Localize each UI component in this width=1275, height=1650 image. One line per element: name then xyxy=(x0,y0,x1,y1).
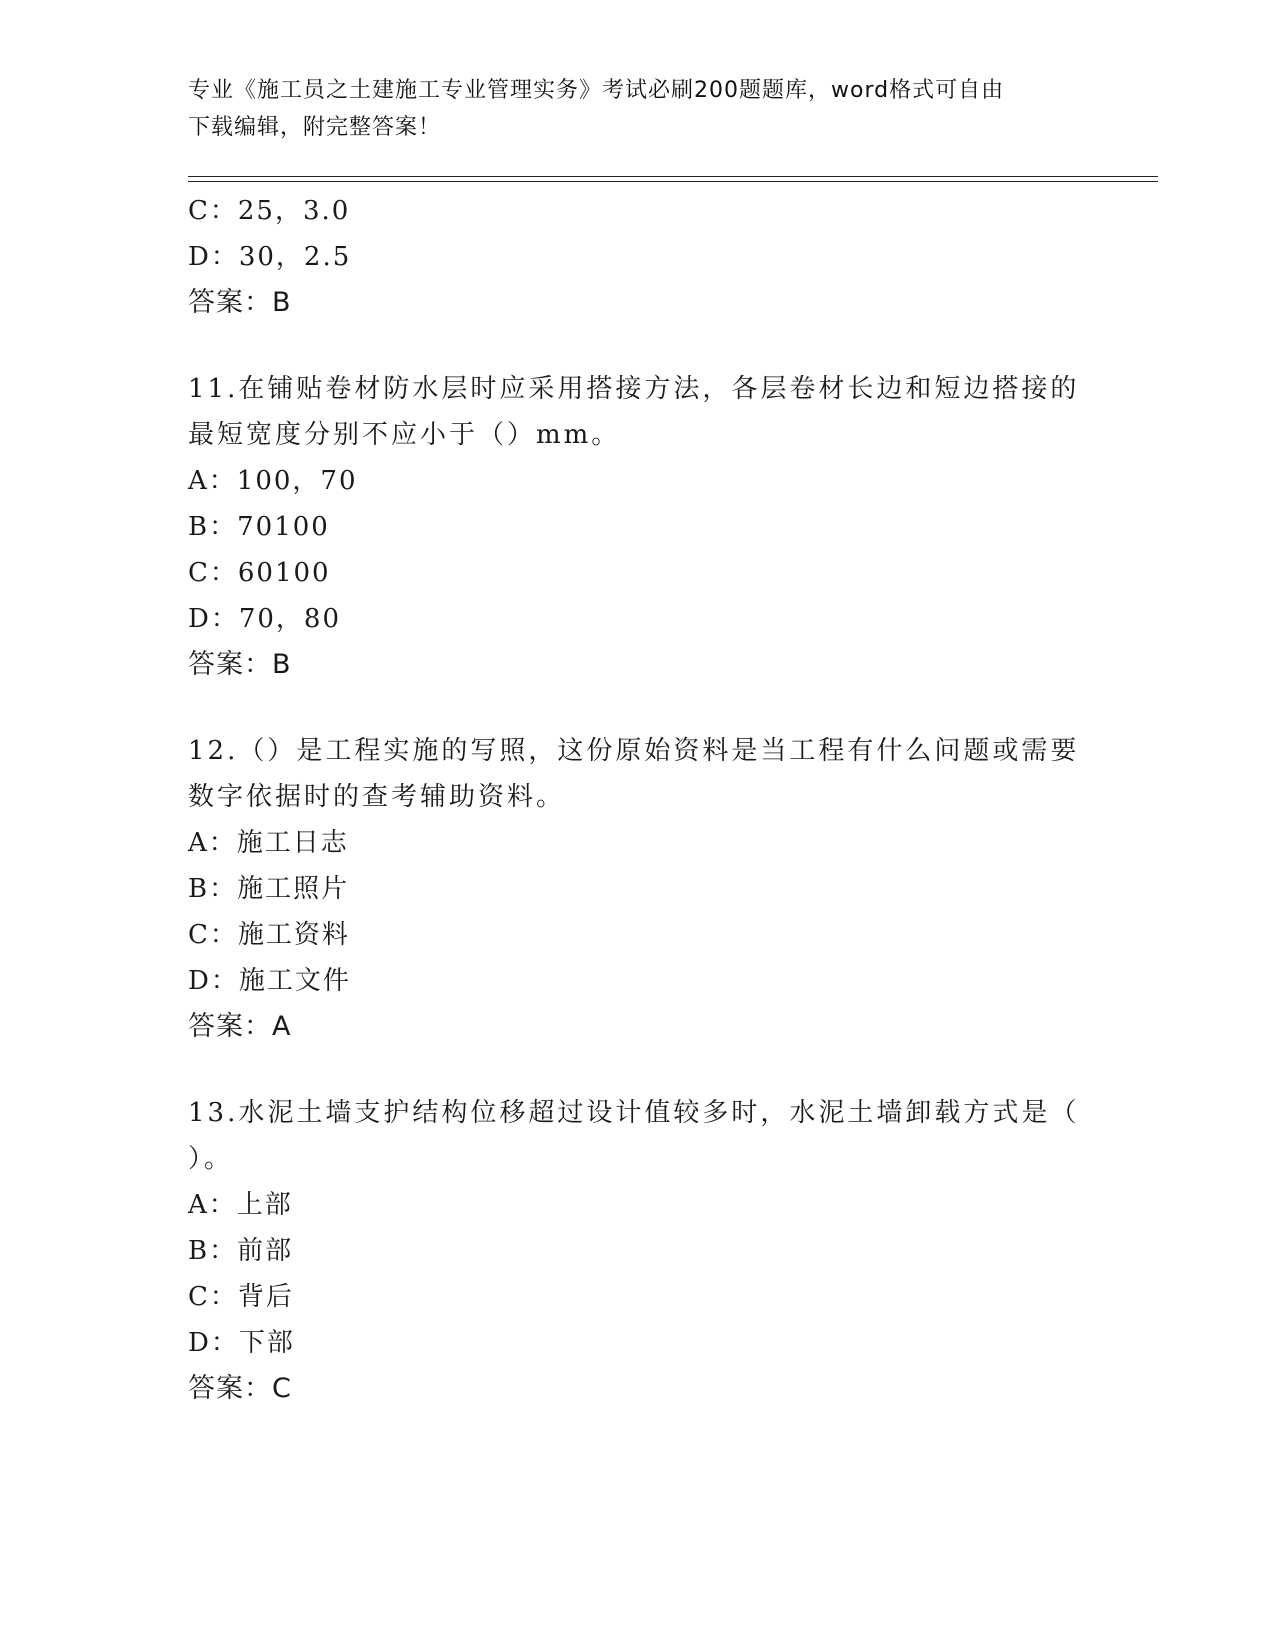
spacer xyxy=(188,688,1088,728)
q10-option-c: C：25，3.0 xyxy=(188,196,351,226)
q12-option-b: B：施工照片 xyxy=(188,874,350,904)
header-line-2: 下载编辑，附完整答案！ xyxy=(188,115,442,140)
header-line-1: 专业《施工员之土建施工专业管理实务》考试必刷200题题库，word格式可自由 xyxy=(188,78,1005,103)
q13-option-d: D：下部 xyxy=(188,1328,295,1358)
spacer xyxy=(188,326,1088,366)
q10-option-d: D：30，2.5 xyxy=(188,242,352,272)
spacer xyxy=(188,1050,1088,1090)
q13-answer: 答案：C xyxy=(188,1373,292,1404)
q11-option-b: B：70100 xyxy=(188,512,330,542)
question-10 xyxy=(188,188,1088,326)
question-13 xyxy=(188,1090,1088,1412)
q12-text-line-1: 12.（）是工程实施的写照，这份原始资料是当工程有什么问题或需要 xyxy=(188,736,1080,766)
q12-option-d: D：施工文件 xyxy=(188,966,351,996)
q12-answer: 答案：A xyxy=(188,1011,292,1042)
q11-option-a: A：100，70 xyxy=(188,466,358,496)
header-rule-top xyxy=(188,176,1158,177)
q12-text-line-2: 数字依据时的查考辅助资料。 xyxy=(188,782,566,812)
question-11 xyxy=(188,366,1088,688)
q11-option-c: C：60100 xyxy=(188,558,331,588)
header-rule-bottom xyxy=(188,181,1158,182)
q11-answer: 答案：B xyxy=(188,649,292,680)
q13-option-b: B：前部 xyxy=(188,1236,294,1266)
q12-option-c: C：施工资料 xyxy=(188,920,350,950)
q13-text-line-1: 13.水泥土墙支护结构位移超过设计值较多时，水泥土墙卸载方式是（ xyxy=(188,1098,1080,1128)
page-header xyxy=(188,72,1088,146)
q13-option-c: C：背后 xyxy=(188,1282,294,1312)
q12-option-a: A：施工日志 xyxy=(188,828,349,858)
q11-text-line-2: 最短宽度分别不应小于（）mm。 xyxy=(188,420,621,450)
q11-option-d: D：70，80 xyxy=(188,604,342,634)
q11-text-line-1: 11.在铺贴卷材防水层时应采用搭接方法，各层卷材长边和短边搭接的 xyxy=(188,374,1080,404)
q10-answer: 答案：B xyxy=(188,287,292,318)
q13-option-a: A：上部 xyxy=(188,1190,293,1220)
q13-text-line-2: ）。 xyxy=(188,1144,234,1174)
questions-content xyxy=(188,188,1088,1412)
question-12 xyxy=(188,728,1088,1050)
